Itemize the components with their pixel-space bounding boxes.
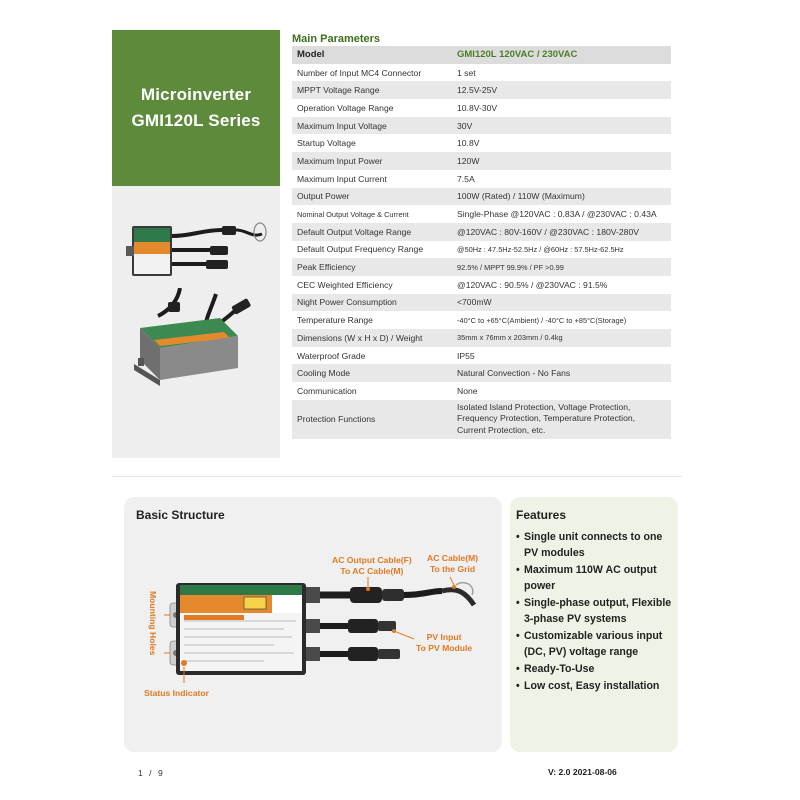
version-date: V: 2.0 2021-08-06: [548, 767, 617, 777]
param-value: @120VAC : 80V-160V / @230VAC : 180V-280V: [452, 223, 671, 241]
table-row: [292, 258, 671, 276]
param-value: 100W (Rated) / 110W (Maximum): [452, 188, 671, 206]
param-value: <700mW: [452, 294, 671, 312]
product-side-panel: [112, 30, 280, 458]
list-item: • Ready-To-Use: [516, 662, 676, 678]
table-row: [292, 311, 671, 329]
param-value: 7.5A: [452, 170, 671, 188]
param-value: 12.5V-25V: [452, 81, 671, 99]
product-photo-perspective: [120, 288, 270, 402]
list-item: • Single-phase output, Flexible 3-phase PV systems: [516, 596, 676, 627]
series-title-line1: Microinverter: [140, 85, 252, 104]
callout-ac-output-line1: AC Output Cable(F): [332, 555, 412, 565]
param-label: Maximum Input Current: [292, 170, 452, 188]
features-panel: [510, 497, 678, 752]
param-label: Output Power: [292, 188, 452, 206]
table-row: [292, 276, 671, 294]
list-item: • Single unit connects to one PV modules: [516, 530, 676, 561]
param-label: Peak Efficiency: [292, 258, 452, 276]
table-row: [292, 64, 671, 82]
table-row: [292, 400, 671, 439]
param-value: 1 set: [452, 64, 671, 82]
main-parameters-heading: Main Parameters: [292, 33, 381, 45]
list-item: • Maximum 110W AC output power: [516, 563, 676, 594]
table-row: [292, 294, 671, 312]
param-label: Communication: [292, 382, 452, 400]
param-label: Number of Input MC4 Connector: [292, 64, 452, 82]
features-list: [516, 530, 676, 697]
ac-output-connector: [350, 587, 382, 603]
param-value: 120W: [452, 152, 671, 170]
table-row: [292, 364, 671, 382]
callout-pv-input-line2: To PV Module: [416, 643, 473, 653]
status-led: [181, 660, 187, 666]
table-row: [292, 347, 671, 365]
param-label: Waterproof Grade: [292, 347, 452, 365]
param-value: @120VAC : 90.5% / @230VAC : 91.5%: [452, 276, 671, 294]
param-label: Default Output Frequency Range: [292, 241, 452, 259]
param-value: Isolated Island Protection, Voltage Protection, Frequency Protection, Temperature Protection, Current Protection, etc.: [452, 400, 671, 439]
series-title-block: [112, 30, 280, 186]
param-label: Dimensions (W x H x D) / Weight: [292, 329, 452, 347]
param-value: IP55: [452, 347, 671, 365]
param-value: 30V: [452, 117, 671, 135]
param-label: Default Output Voltage Range: [292, 223, 452, 241]
param-value: 35mm x 76mm x 203mm / 0.4kg: [452, 329, 671, 347]
callout-ac-cable-line2: To the Grid: [429, 564, 476, 574]
callout-ac-output-line2: To AC Cable(M): [340, 566, 404, 576]
param-label: Cooling Mode: [292, 364, 452, 382]
param-label: Temperature Range: [292, 311, 452, 329]
features-title: Features: [516, 508, 567, 522]
section-divider: [112, 476, 682, 477]
table-row: [292, 241, 671, 259]
parameters-table: [292, 46, 671, 439]
callout-mounting-holes: Mounting Holes: [148, 591, 158, 656]
structure-diagram: [124, 497, 502, 752]
param-value: 10.8V: [452, 134, 671, 152]
table-header-row: [292, 46, 671, 64]
param-value: Single-Phase @120VAC : 0.83A / @230VAC : 0.43A: [452, 205, 671, 223]
table-row: [292, 188, 671, 206]
model-value: GMI120L 120VAC / 230VAC: [452, 46, 671, 64]
page-number: 1 / 9: [138, 768, 165, 778]
table-row: [292, 152, 671, 170]
table-row: [292, 117, 671, 135]
callout-ac-cable: [427, 553, 478, 575]
basic-structure-title: Basic Structure: [136, 508, 225, 522]
param-label: CEC Weighted Efficiency: [292, 276, 452, 294]
param-value: Natural Convection - No Fans: [452, 364, 671, 382]
table-row: [292, 223, 671, 241]
callout-ac-output: [332, 555, 412, 577]
table-row: [292, 134, 671, 152]
callout-status-indicator: Status Indicator: [144, 688, 209, 698]
param-label: Night Power Consumption: [292, 294, 452, 312]
table-row: [292, 170, 671, 188]
param-label: Maximum Input Power: [292, 152, 452, 170]
param-label: Startup Voltage: [292, 134, 452, 152]
param-label: MPPT Voltage Range: [292, 81, 452, 99]
pv-connector-2: [348, 647, 378, 661]
table-row: [292, 99, 671, 117]
param-value: @50Hz : 47.5Hz-52.5Hz / @60Hz : 57.5Hz-62.5Hz: [452, 241, 671, 259]
model-label: Model: [292, 46, 452, 64]
basic-structure-panel: [124, 497, 502, 752]
param-value: 92.5% / MPPT 99.9% / PF >0.99: [452, 258, 671, 276]
table-row: [292, 81, 671, 99]
param-label: Protection Functions: [292, 400, 452, 439]
param-label: Maximum Input Voltage: [292, 117, 452, 135]
param-value: 10.8V-30V: [452, 99, 671, 117]
param-label: Operation Voltage Range: [292, 99, 452, 117]
table-row: [292, 382, 671, 400]
callout-ac-cable-line1: AC Cable(M): [427, 553, 479, 563]
series-title-line2: GMI120L Series: [131, 111, 261, 130]
param-value: None: [452, 382, 671, 400]
pv-connector-1: [348, 619, 378, 633]
main-parameters-section: [292, 32, 672, 439]
table-row: [292, 329, 671, 347]
param-label: Nominal Output Voltage & Current: [292, 205, 452, 223]
callout-pv-input: [416, 632, 472, 654]
callout-pv-input-line1: PV Input: [426, 632, 462, 642]
list-item: • Low cost, Easy installation: [516, 679, 676, 695]
table-row: [292, 205, 671, 223]
param-value: -40°C to +65°C(Ambient) / -40°C to +85°C(Storage): [452, 311, 671, 329]
list-item: • Customizable various input (DC, PV) voltage range: [516, 629, 676, 660]
